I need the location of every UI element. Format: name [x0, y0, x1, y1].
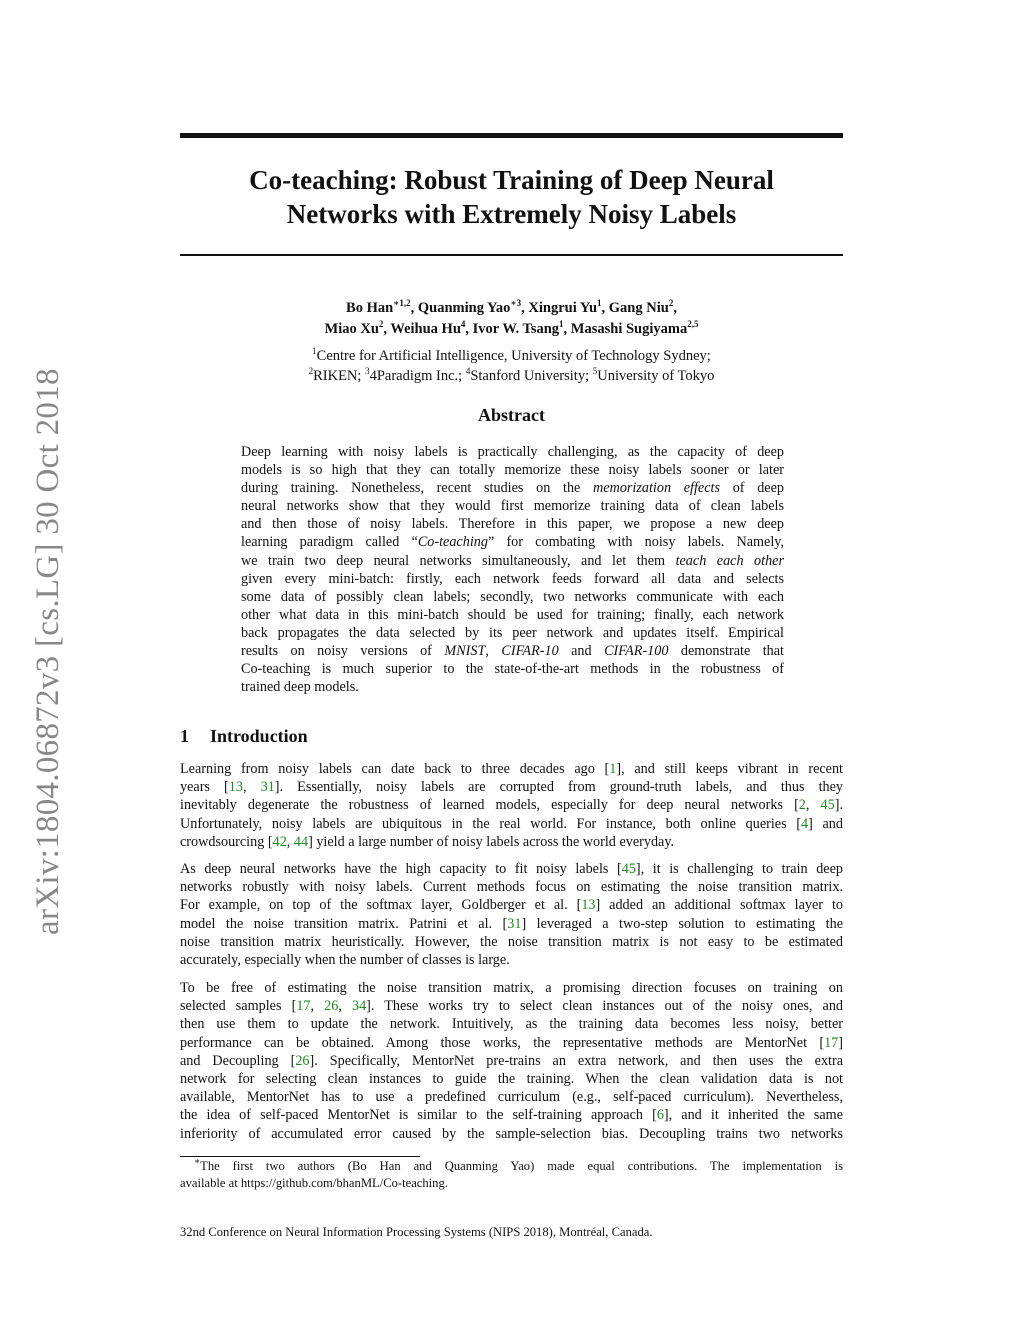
author-line-2 — [180, 319, 843, 340]
author-sup: 2 — [668, 298, 674, 308]
section-number: 1 — [180, 726, 189, 746]
title-rule-top — [180, 133, 843, 138]
title-line-1: Co-teaching: Robust Training of Deep Neural — [249, 165, 774, 195]
venue-footer: 32nd Conference on Neural Information Processing Systems (NIPS 2018), Montréal, Canada. — [180, 1225, 653, 1239]
author-sup: 1 — [559, 319, 564, 329]
body-line: noise transition matrix heuristically. However, the noise transition matrix is not easy to be estimated — [180, 933, 843, 950]
abstract-line: Deep learning with noisy labels is practically challenging, as the capacity of deep — [241, 444, 784, 460]
body-line: As deep neural networks have the high capacity to fit noisy labels [45], it is challenging to train deep — [180, 861, 843, 877]
citation-link[interactable]: 1 — [609, 761, 617, 777]
citation-link[interactable]: 45 — [621, 861, 636, 877]
footnote-rule — [180, 1156, 420, 1157]
footnote-line: available at https://github.com/bhanML/Co-teaching. — [180, 1176, 448, 1190]
author-name: , Quanming Yao — [410, 300, 511, 316]
abstract-line: given every mini-batch: firstly, each network feeds forward all data and selects — [241, 570, 784, 587]
author-name: , Weihua Hu — [383, 321, 461, 337]
abstract-heading: Abstract — [478, 405, 545, 425]
footnote — [180, 1158, 843, 1192]
title-line-2: Networks with Extremely Noisy Labels — [286, 199, 737, 229]
citation-link[interactable]: 26 — [295, 1052, 310, 1069]
abstract-line: we train two deep neural networks simultaneously, and let them teach each other — [241, 552, 784, 569]
body-line: Unfortunately, noisy labels are ubiquitous in the real world. For instance, both online queries [4] and — [180, 815, 843, 832]
abstract-line: some data of possibly clean labels; secondly, two networks communicate with each — [241, 588, 784, 605]
author-name: Bo Han — [346, 300, 394, 316]
author-name: , Ivor W. Tsang — [465, 321, 560, 337]
citation-link[interactable]: 44 — [293, 833, 309, 850]
citation-link[interactable]: 17 — [824, 1034, 839, 1051]
intro-paragraph-2 — [180, 860, 843, 969]
abstract-line: models is so high that they can totally memorize these noisy labels sooner or later — [241, 462, 784, 479]
intro-paragraph-1 — [180, 760, 843, 851]
arxiv-stamp: arXiv:1804.06872v3 [cs.LG] 30 Oct 2018 — [30, 368, 66, 935]
body-line: available, MentorNet has to use a predefined curriculum (e.g., self-paced curriculum). Nevertheless, — [180, 1089, 843, 1106]
author-sup: 2,5 — [687, 319, 699, 329]
footnote-mark: ∗ — [194, 1156, 201, 1166]
affil-sup: 1 — [312, 346, 317, 356]
affil-text: 4Paradigm Inc.; — [369, 368, 466, 384]
citation-link[interactable]: 42 — [272, 833, 287, 850]
section-heading-introduction — [180, 726, 308, 747]
body-line: To be free of estimating the noise transition matrix, a promising direction focuses on training on — [180, 980, 843, 996]
abstract-text — [241, 443, 784, 696]
affil-text: Centre for Artificial Intelligence, University of Technology Sydney; — [316, 348, 711, 364]
author-sup: 2 — [378, 319, 384, 329]
author-sep: , — [673, 300, 677, 316]
citation-link[interactable]: 6 — [656, 1107, 664, 1124]
affiliation-line-2 — [180, 366, 843, 386]
body-line: the idea of self-paced MentorNet is similar to the self-training approach [6], and it inherited the same — [180, 1107, 843, 1124]
body-line: networks robustly with noisy labels. Current methods focus on estimating the noise transition matrix. — [180, 879, 843, 896]
body-line: Learning from noisy labels can date back to three decades ago [1], and still keeps vibrant in recent — [180, 761, 843, 777]
affil-text: RIKEN; — [313, 368, 366, 384]
footnote-line: ∗The first two authors (Bo Han and Quanming Yao) made equal contributions. The implementation is — [194, 1156, 843, 1173]
citation-link[interactable]: 13 — [581, 897, 596, 914]
author-sup: ∗1,2 — [393, 298, 411, 308]
affiliation-line-1 — [180, 346, 843, 366]
body-line: years [13, 31]. Essentially, noisy labels are corrupted from ground-truth labels, and thus they — [180, 779, 844, 796]
title-rule-bottom — [180, 254, 843, 256]
citation-link[interactable]: 4 — [801, 815, 809, 832]
abstract-line: trained deep models. — [241, 679, 359, 696]
body-line: performance can be obtained. Among those works, the representative methods are MentorNet [17] — [180, 1034, 843, 1051]
affiliations — [180, 346, 843, 386]
body-line: model the noise transition matrix. Patrini et al. [31] leveraged a two-step solution to estimating the — [180, 915, 843, 932]
author-name: , Masashi Sugiyama — [563, 321, 688, 337]
citation-link[interactable]: 31 — [507, 915, 522, 932]
abstract-line: back propagates the data selected by its peer network and updates itself. Empirical — [241, 624, 784, 641]
body-line: inevitably degenerate the robustness of learned models, especially for deep neural networks [2, 45]. — [180, 797, 843, 814]
citation-link[interactable]: 45 — [820, 797, 835, 814]
affil-text: Stanford University; — [470, 368, 593, 384]
abstract-line: during training. Nonetheless, recent studies on the memorization effects of deep — [241, 480, 784, 497]
citation-link[interactable]: 13 — [228, 779, 243, 796]
author-line-1 — [180, 298, 843, 319]
author-sup: 4 — [460, 319, 466, 329]
body-line: then use them to update the network. Intuitively, as the training data becomes less noisy, better — [180, 1016, 843, 1033]
intro-paragraph-3 — [180, 979, 843, 1143]
section-title: Introduction — [210, 726, 308, 746]
author-name: Miao Xu — [324, 321, 379, 337]
abstract-line: and then those of noisy labels. Therefore in this paper, we propose a new deep — [241, 516, 784, 533]
citation-link[interactable]: 34 — [351, 998, 367, 1015]
citation-link[interactable]: 31 — [260, 779, 275, 796]
citation-link[interactable]: 2 — [798, 797, 806, 814]
abstract-line: Co-teaching is much superior to the state-of-the-art methods in the robustness of — [241, 661, 784, 678]
author-name: , Gang Niu — [601, 300, 669, 316]
abstract-line: neural networks show that they would first memorize training data of clean labels — [241, 498, 784, 515]
paper-title — [180, 163, 843, 231]
body-line: inferiority of accumulated error caused by the sample-selection bias. Decoupling trains two networks — [180, 1125, 843, 1142]
abstract-line: learning paradigm called “Co-teaching” for combating with noisy labels. Namely, — [241, 534, 784, 551]
affil-sup: 4 — [465, 366, 471, 376]
author-name: , Xingrui Yu — [521, 300, 598, 316]
body-line: network for selecting clean instances to guide the training. When the clean validation data is not — [180, 1071, 843, 1088]
citation-link[interactable]: 26 — [324, 998, 339, 1015]
body-line: crowdsourcing [42, 44] yield a large number of noisy labels across the world everyday. — [180, 833, 675, 850]
affil-sup: 2 — [308, 366, 314, 376]
affil-sup: 5 — [592, 366, 598, 376]
body-line: For example, on top of the softmax layer, Goldberger et al. [13] added an additional softmax layer to — [180, 897, 843, 914]
author-sup: 1 — [597, 298, 602, 308]
author-list — [180, 298, 843, 340]
affil-text: University of Tokyo — [597, 368, 715, 384]
body-line: selected samples [17, 26, 34]. These works try to select clean instances out of the noisy ones, and — [180, 998, 844, 1015]
abstract-line: results on noisy versions of MNIST, CIFAR-10 and CIFAR-100 demonstrate that — [241, 643, 784, 660]
abstract-line: other what data in this mini-batch should be used for training; finally, each network — [241, 606, 784, 623]
citation-link[interactable]: 17 — [296, 998, 311, 1015]
body-line: and Decoupling [26]. Specifically, MentorNet pre-trains an extra network, and then uses the extra — [180, 1052, 844, 1069]
author-sup: ∗3 — [510, 298, 522, 308]
affil-sup: 3 — [365, 366, 370, 376]
body-line: accurately, especially when the number of classes is large. — [180, 952, 510, 969]
